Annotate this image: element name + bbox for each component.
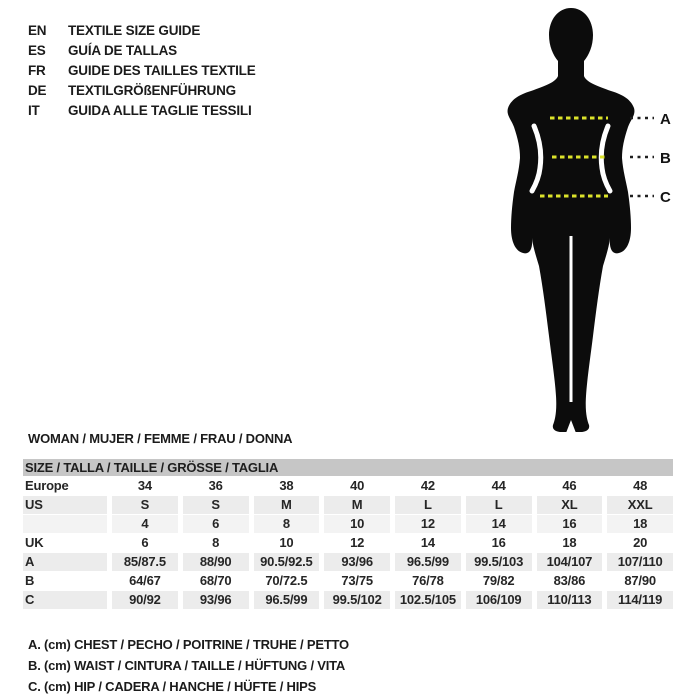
language-code: DE xyxy=(28,83,47,98)
language-title-list xyxy=(28,21,256,121)
legend-line: B. (cm) WAIST / CINTURA / TAILLE / HÜFTUNG / VITA xyxy=(28,658,346,673)
size-value: 114/119 xyxy=(607,591,673,609)
size-value: 99.5/103 xyxy=(466,553,532,571)
size-value: 14 xyxy=(466,515,532,533)
size-value: 12 xyxy=(350,535,365,550)
size-value: 102.5/105 xyxy=(395,591,461,609)
legend-line: A. (cm) CHEST / PECHO / POITRINE / TRUHE / PETTO xyxy=(28,637,349,652)
language-code: IT xyxy=(28,103,40,118)
size-value: XXL xyxy=(607,496,673,514)
size-value: 76/78 xyxy=(412,573,444,588)
size-value: M xyxy=(324,496,390,514)
size-value: 68/70 xyxy=(199,573,232,588)
size-value: 6 xyxy=(141,535,149,550)
language-title: TEXTILGRÖßENFÜHRUNG xyxy=(68,83,236,98)
size-value: 88/90 xyxy=(183,553,249,571)
size-value: 6 xyxy=(183,515,249,533)
size-value: 99.5/102 xyxy=(324,591,390,609)
size-value: 93/96 xyxy=(324,553,390,571)
size-value: 90.5/92.5 xyxy=(254,553,320,571)
row-label: C xyxy=(23,591,107,609)
language-title: GUIDA ALLE TAGLIE TESSILI xyxy=(68,103,252,118)
language-row xyxy=(28,61,256,81)
size-value: 42 xyxy=(420,478,435,493)
size-value: 8 xyxy=(254,515,320,533)
size-value: 20 xyxy=(633,535,648,550)
section-title-woman: WOMAN / MUJER / FEMME / FRAU / DONNA xyxy=(28,431,293,446)
row-label: A xyxy=(23,553,107,571)
size-value: 16 xyxy=(537,515,603,533)
size-value: 83/86 xyxy=(553,573,586,588)
legend-line: C. (cm) HIP / CADERA / HANCHE / HÜFTE / HIPS xyxy=(28,679,317,694)
language-row xyxy=(28,81,256,101)
row-label: B xyxy=(25,573,35,588)
size-value: 96.5/99 xyxy=(395,553,461,571)
row-label xyxy=(23,515,107,533)
size-value: 106/109 xyxy=(466,591,532,609)
language-code: FR xyxy=(28,63,46,78)
size-value: S xyxy=(112,496,178,514)
size-value: 10 xyxy=(279,535,294,550)
size-value: 40 xyxy=(350,478,365,493)
size-value: L xyxy=(395,496,461,514)
language-code: EN xyxy=(28,23,47,38)
size-value: 4 xyxy=(112,515,178,533)
table-row xyxy=(23,496,673,514)
hip-label-c: C xyxy=(660,189,671,206)
table-row xyxy=(23,477,673,495)
table-row xyxy=(23,572,673,590)
language-code: ES xyxy=(28,43,46,58)
size-value: 12 xyxy=(395,515,461,533)
size-value: 16 xyxy=(491,535,506,550)
size-value: 18 xyxy=(607,515,673,533)
size-value: 14 xyxy=(420,535,435,550)
size-value: M xyxy=(254,496,320,514)
size-table xyxy=(18,458,678,610)
size-value: 64/67 xyxy=(129,573,161,588)
size-value: 8 xyxy=(212,535,220,550)
language-row xyxy=(28,101,256,121)
table-row xyxy=(23,515,673,533)
size-value: 104/107 xyxy=(537,553,603,571)
size-value: 73/75 xyxy=(341,573,373,588)
size-value: 34 xyxy=(137,478,152,493)
size-value: 110/113 xyxy=(537,591,603,609)
size-value: 96.5/99 xyxy=(254,591,320,609)
table-row xyxy=(23,553,673,571)
size-value: 44 xyxy=(491,478,506,493)
woman-silhouette-figure xyxy=(450,0,700,440)
row-label: US xyxy=(23,496,107,514)
size-value: 36 xyxy=(208,478,223,493)
size-value: 10 xyxy=(324,515,390,533)
size-value: S xyxy=(183,496,249,514)
size-value: 107/110 xyxy=(607,553,673,571)
size-value: 93/96 xyxy=(183,591,249,609)
size-value: 18 xyxy=(562,535,577,550)
chest-label-a: A xyxy=(660,111,671,128)
table-row xyxy=(23,534,673,552)
size-value: L xyxy=(466,496,532,514)
language-row xyxy=(28,41,256,61)
language-title: TEXTILE SIZE GUIDE xyxy=(68,23,201,38)
row-label: Europe xyxy=(25,478,69,493)
size-value: 70/72.5 xyxy=(265,573,308,588)
language-title: GUÍA DE TALLAS xyxy=(68,43,177,58)
table-row xyxy=(23,591,673,609)
language-row xyxy=(28,21,256,41)
waist-label-b: B xyxy=(660,150,671,167)
size-value: XL xyxy=(537,496,603,514)
size-value: 38 xyxy=(279,478,294,493)
size-value: 46 xyxy=(562,478,577,493)
size-value: 85/87.5 xyxy=(112,553,178,571)
size-table-header: SIZE / TALLA / TAILLE / GRÖSSE / TAGLIA xyxy=(23,459,673,476)
language-title: GUIDE DES TAILLES TEXTILE xyxy=(68,63,256,78)
size-table-header-row xyxy=(23,459,673,476)
size-value: 87/90 xyxy=(624,573,656,588)
measurement-legend xyxy=(28,634,349,697)
size-value: 48 xyxy=(633,478,648,493)
row-label: UK xyxy=(25,535,44,550)
size-value: 90/92 xyxy=(112,591,178,609)
size-value: 79/82 xyxy=(482,573,515,588)
